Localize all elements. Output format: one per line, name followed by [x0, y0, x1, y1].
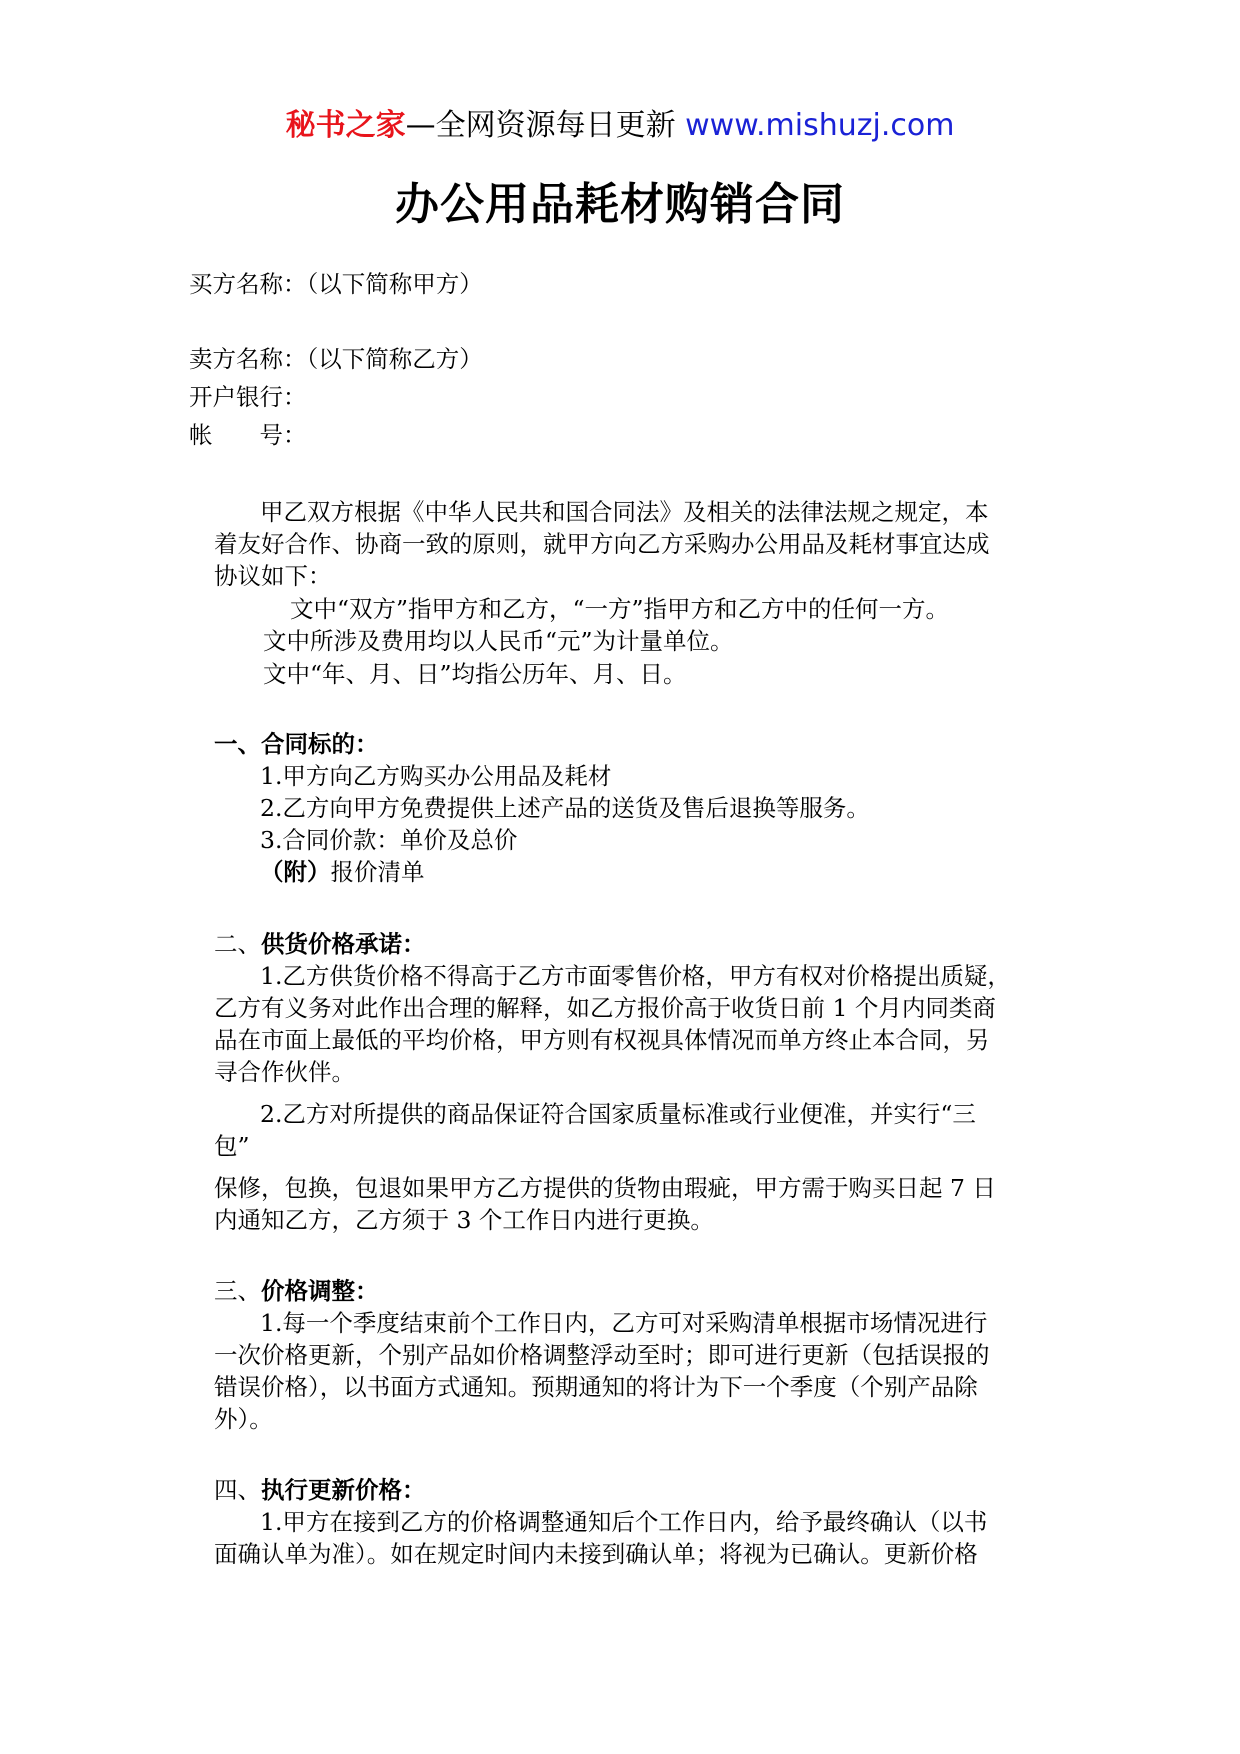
section-2-p2-line-2: 包” — [214, 1132, 250, 1160]
seller-name-line: 卖方名称：（以下简称乙方） — [189, 345, 483, 373]
section-2-heading — [214, 928, 426, 960]
section-1-item-2: 2.乙方向甲方免费提供上述产品的送货及售后退换等服务。 — [260, 794, 870, 822]
section-1-item-3: 3.合同价款：单价及总价 — [260, 826, 518, 854]
section-2-p1-line-4: 寻合作伙伴。 — [214, 1058, 355, 1086]
section-2-p1-line-3: 品在市面上最低的平均价格，甲方则有权视具体情况而单方终止本合同，另 — [214, 1026, 990, 1054]
section-3-line-3: 错误价格），以书面方式通知。预期通知的将计为下一个季度（个别产品除 — [214, 1373, 978, 1401]
intro-line-3: 协议如下： — [214, 562, 332, 590]
account-line: 帐 号： — [189, 421, 307, 449]
section-4-line-1: 1.甲方在接到乙方的价格调整通知后个工作日内，给予最终确认（以书 — [260, 1508, 988, 1536]
section-4-line-2: 面确认单为准）。如在规定时间内未接到确认单；将视为已确认。更新价格 — [214, 1540, 978, 1568]
section-4-number: 四、 — [214, 1476, 261, 1504]
definition-currency: 文中所涉及费用均以人民币“元”为计量单位。 — [263, 627, 734, 655]
section-4-title: 执行更新价格： — [261, 1476, 426, 1504]
section-3-title: 价格调整： — [261, 1277, 379, 1305]
section-2-title: 供货价格承诺： — [261, 930, 426, 958]
intro-line-1: 甲乙双方根据《中华人民共和国合同法》及相关的法律法规之规定，本 — [260, 498, 989, 526]
section-3-line-1: 1.每一个季度结束前个工作日内，乙方可对采购清单根据市场情况进行 — [260, 1309, 988, 1337]
attachment-label: （附） — [260, 858, 331, 886]
section-4-heading — [214, 1474, 426, 1506]
definition-dates: 文中“年、月、日”均指公历年、月、日。 — [263, 660, 687, 688]
section-3-line-4: 外）。 — [214, 1405, 273, 1433]
section-2-p2-line-3: 保修，包换，包退如果甲方乙方提供的货物由瑕疵，甲方需于购买日起 7 日 — [214, 1174, 996, 1202]
site-header — [0, 100, 1240, 144]
section-3-line-2: 一次价格更新，个别产品如价格调整浮动至时；即可进行更新（包括误报的 — [214, 1341, 990, 1369]
document-title: 办公用品耗材购销合同 — [395, 179, 845, 230]
bank-line: 开户银行： — [189, 383, 307, 411]
brand-name: 秘书之家 — [285, 108, 406, 143]
site-url[interactable]: www.mishuzj.com — [685, 108, 955, 143]
header-dash: — — [405, 108, 436, 143]
section-1-heading: 一、合同标的： — [214, 730, 379, 758]
section-2-p2-line-4: 内通知乙方，乙方须于 3 个工作日内进行更换。 — [214, 1206, 714, 1234]
intro-line-2: 着友好合作、协商一致的原则，就甲方向乙方采购办公用品及耗材事宜达成 — [214, 530, 990, 558]
attachment-text: 报价清单 — [330, 858, 425, 886]
section-3-heading — [214, 1275, 379, 1307]
header-tagline: 全网资源每日更新 — [435, 108, 676, 143]
section-2-p1-line-1: 1.乙方供货价格不得高于乙方市面零售价格，甲方有权对价格提出质疑， — [260, 962, 1011, 990]
section-1-item-1: 1.甲方向乙方购买办公用品及耗材 — [260, 762, 612, 790]
section-2-p1-line-2: 乙方有义务对此作出合理的解释，如乙方报价高于收货日前 1 个月内同类商 — [214, 994, 996, 1022]
buyer-name-line: 买方名称：（以下简称甲方） — [189, 270, 483, 298]
section-2-number: 二、 — [214, 930, 261, 958]
section-3-number: 三、 — [214, 1277, 261, 1305]
definition-parties: 文中“双方”指甲方和乙方，“一方”指甲方和乙方中的任何一方。 — [290, 595, 950, 623]
section-2-p2-line-1: 2.乙方对所提供的商品保证符合国家质量标准或行业便准，并实行“三 — [260, 1100, 976, 1128]
section-1-attachment — [260, 856, 425, 888]
